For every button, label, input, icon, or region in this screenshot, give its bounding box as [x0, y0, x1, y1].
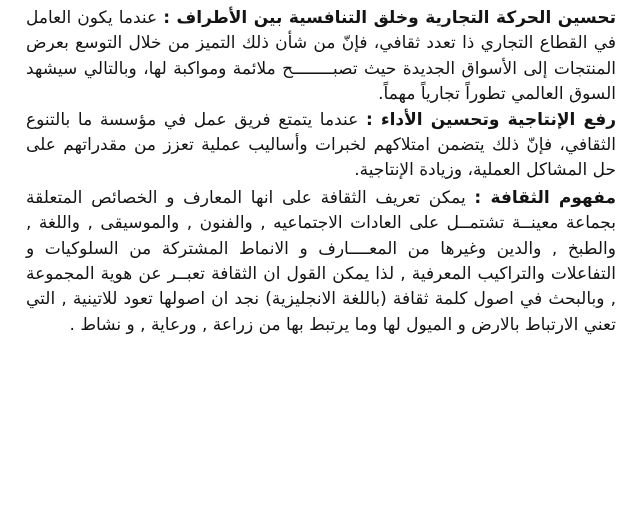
section-body: عندما يكون العامل في القطاع التجاري ذا تعدد ثقافي، فإنّ من شأن ذلك التميز من خلال التوسع بعرض المنتجات إلى الأسواق الجديدة حيث تصبــــــــح ملائمة ومواكبة لها، وبالتالي سيشهد السوق العالمي تطوراً تجارياً مهماً. — [26, 8, 616, 105]
section-paragraph — [26, 6, 616, 108]
section-body: يمكن تعريف الثقافة على انها المعارف و الخصائص المتعلقة بجماعة معينــة تشتمــل على العادات الاجتماعيه , والفنون , والموسيقى , واللغة , والطبخ , والدين وغيرها من المعــــارف و الانماط المشتركة من السلوكيات و التفاعلات والتراكيب المعرفية , لذا يمكن القول ان الثقافة تعبــر عن هوية المجموعة , وبالبحث في اصول كلمة ثقافة (باللغة الانجليزية) نجد ان اصولها تعود للاتينية , التي تعني الارتباط بالارض و الميول لها وما يرتبط بها من زراعة , ورعاية , و نشاط . — [26, 187, 616, 335]
section-paragraph — [26, 186, 616, 338]
section-productivity — [26, 108, 616, 184]
section-heading: مفهوم الثقافة : — [474, 187, 617, 208]
section-culture-concept — [26, 186, 616, 338]
section-body: عندما يتمتع فريق عمل في مؤسسة ما بالتنوع الثقافي، فإنّ ذلك يتضمن امتلاكهم لخبرات وأساليب عملية تعزز من مقدراتهم على حل المشاكل العملية، وزيادة الإنتاجية. — [26, 109, 616, 181]
section-paragraph — [26, 108, 616, 184]
section-heading: تحسين الحركة التجارية وخلق التنافسية بين الأطراف : — [163, 8, 616, 28]
section-commerce — [26, 6, 616, 108]
section-heading: رفع الإنتاجية وتحسين الأداء : — [365, 109, 617, 130]
